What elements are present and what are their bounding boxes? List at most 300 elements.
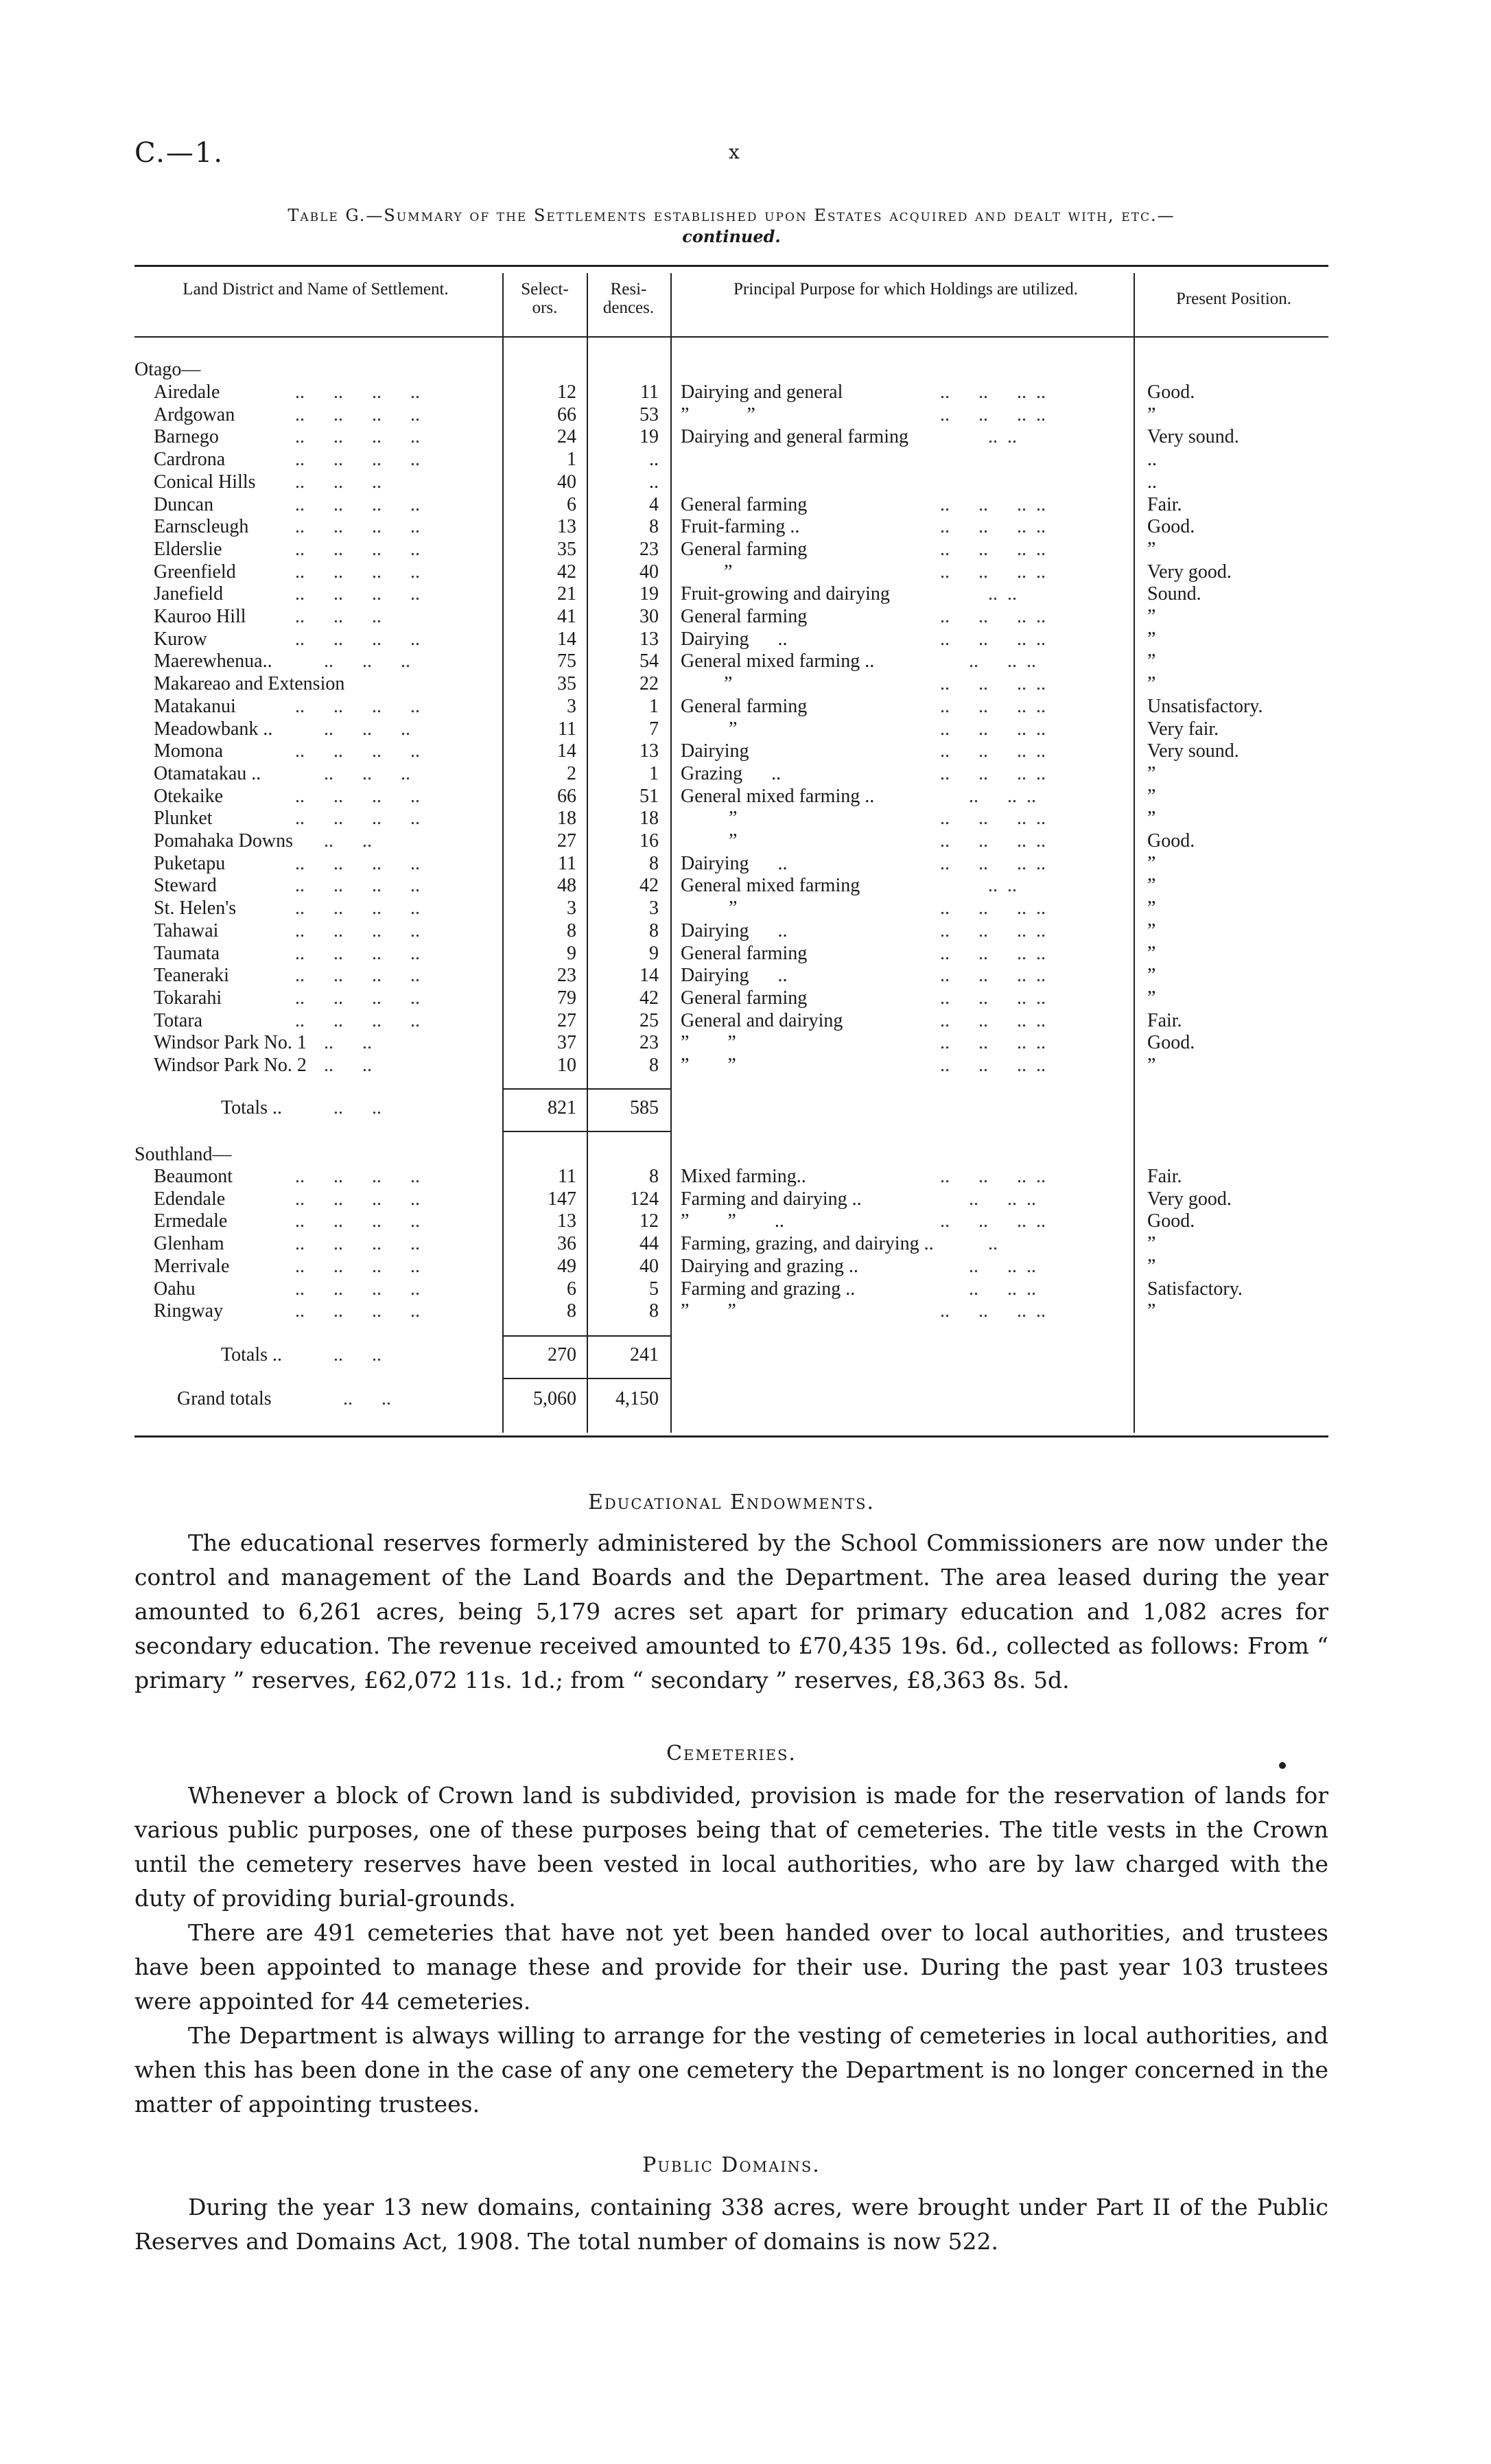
residences-value: 22 [639,673,659,695]
residences-value: 30 [639,606,659,627]
purpose-value: Farming and dairying .. [681,1188,862,1210]
leader-dots: .. .. .. .. [295,1255,420,1277]
settlement-name: Windsor Park No. 2 [154,1055,307,1076]
table-row [0,807,1491,830]
table-row [0,964,1491,987]
position-value: Very fair. [1147,718,1219,740]
purpose-value: Farming, grazing, and dairying .. [681,1233,934,1255]
settlement-name: Ardgowan [154,403,235,425]
table-row [0,1031,1491,1054]
position-value: ” [1147,1233,1156,1255]
position-value: Very good. [1147,561,1232,583]
position-value: ” [1147,875,1156,897]
table-top-rule [134,265,1328,267]
leader-dots: .. .. .. [295,471,381,493]
leader-dots: .. .. .. [295,606,381,627]
residences-value: 44 [639,1233,659,1255]
selectors-value: 13 [557,516,576,538]
purpose-value: Fruit-growing and dairying [681,583,890,605]
position-value: Good. [1147,382,1195,403]
purpose-value: General farming [681,606,808,627]
position-value: ” [1147,403,1156,425]
leader-dots: .. .. .. .. [295,808,420,830]
leader-dots: .. .. .. .. [940,1166,1046,1187]
position-value: ” [1147,1055,1156,1076]
leader-dots: .. .. [295,1055,372,1076]
table-row [0,672,1491,695]
settlement-name: Edendale [154,1188,226,1210]
leader-dots: .. .. .. .. [295,897,420,919]
table-row [0,561,1491,583]
residences-value: 1 [649,762,659,784]
settlement-name: Beaumont [154,1166,233,1187]
leader-dots: .. .. .. .. [940,740,1046,762]
selectors-value: 40 [557,471,576,493]
leader-dots: .. .. .. .. [940,830,1046,852]
settlement-name: Barnego [154,426,219,448]
leader-dots: .. .. [295,1032,372,1054]
selectors-value: 11 [558,718,576,740]
selectors-value: 35 [557,673,576,695]
table-row [0,718,1491,740]
selectors-total: 821 [548,1097,576,1118]
leader-dots: .. .. .. .. [295,1278,420,1300]
position-value: ” [1147,628,1156,650]
table-row [0,1054,1491,1077]
table-bottom-rule [134,1435,1328,1438]
settlement-name: Makareao and Extension [154,673,345,695]
table-row [0,874,1491,897]
residences-value: 40 [639,561,659,583]
residences-value: 3 [649,897,659,919]
leader-dots: .. .. .. [295,762,410,784]
leader-dots: .. .. .. .. [940,493,1046,515]
residences-value: 8 [649,1055,659,1076]
purpose-value: ” ” [681,1300,736,1322]
table-row [0,628,1491,650]
purpose-value: ” ” [681,1032,736,1054]
settlement-name: Plunket [154,808,213,830]
table-row [0,515,1491,538]
selectors-value: 2 [567,762,576,784]
residences-value: 40 [639,1255,659,1277]
leader-dots: .. .. .. .. [295,1188,420,1210]
leader-dots: .. .. .. .. [940,942,1046,964]
residences-value: 19 [639,583,659,605]
column-header-position: Present Position. [1175,290,1292,308]
table-row [0,919,1491,942]
settlement-name: Airedale [154,382,220,403]
table-row [0,605,1491,628]
position-value: Fair. [1147,493,1182,515]
residences-total: 585 [630,1097,659,1118]
residences-value: 18 [639,808,659,830]
leader-dots: .. .. .. .. [295,561,420,583]
residences-value: 42 [639,987,659,1009]
leader-dots: .. .. [295,830,372,852]
position-value: ” [1147,650,1156,672]
residences-value: 11 [640,382,659,403]
selectors-value: 48 [557,875,576,897]
leader-dots: .. .. .. .. [295,875,420,897]
residences-value: 14 [639,965,659,987]
position-value: .. [1147,471,1157,493]
selectors-value: 14 [557,628,576,650]
purpose-value: ” [681,673,733,695]
position-value: Fair. [1147,1009,1182,1031]
residences-value: .. [649,471,659,493]
selectors-value: 49 [557,1255,576,1277]
selectors-value: 6 [567,1278,576,1300]
residences-value: 54 [639,650,659,672]
position-value: Good. [1147,516,1195,538]
purpose-value: General mixed farming [681,875,860,897]
totals-label: Totals .. [221,1097,283,1118]
selectors-value: 18 [557,808,576,830]
section-title-domains: Public Domains. [642,2153,821,2177]
leader-dots: .. .. .. .. [940,538,1046,560]
selectors-value: 66 [557,403,576,425]
settlement-name: Meadowbank .. [154,718,273,740]
settlement-name: Steward [154,875,217,897]
selectors-value: 11 [558,852,576,874]
table-row [0,830,1491,852]
purpose-value: General farming [681,695,808,717]
table-row [0,425,1491,448]
leader-dots: .. .. .. .. [295,965,420,987]
grand-totals-row [0,1387,1491,1410]
settlement-name: Teaneraki [154,965,229,987]
leader-dots: .. .. [295,1388,391,1409]
leader-dots: .. .. .. .. [940,808,1046,830]
residences-value: 8 [649,1300,659,1322]
position-value: ” [1147,673,1156,695]
leader-dots: .. .. .. .. [940,718,1046,740]
residences-value: 13 [639,740,659,762]
selectors-value: 37 [557,1032,576,1054]
purpose-value: Dairying .. [681,852,788,874]
selectors-value: 13 [557,1210,576,1232]
leader-dots: .. .. .. .. [295,942,420,964]
column-header-name: Land District and Name of Settlement. [183,280,449,298]
residences-value: .. [649,449,659,471]
table-row [0,381,1491,403]
settlement-name: Elderslie [154,538,222,560]
position-value: ” [1147,942,1156,964]
settlement-name: Pomahaka Downs [154,830,293,852]
leader-dots: .. .. [940,583,1017,605]
purpose-value: ” ” [681,403,755,425]
selectors-value: 3 [567,695,576,717]
settlement-name: Otekaike [154,785,224,807]
purpose-value: Dairying and general [681,382,843,403]
leader-dots: .. .. .. .. [940,1009,1046,1031]
residences-value: 16 [639,830,659,852]
leader-dots: .. .. [940,875,1017,897]
leader-dots: .. .. .. .. [295,852,420,874]
purpose-value: Farming and grazing .. [681,1278,856,1300]
table-row [0,1255,1491,1278]
selectors-value: 10 [557,1055,576,1076]
cemeteries-paragraph-3: The Department is always willing to arrange for the vesting of cemeteries in local authorities, and when this has been done in the case of any one cemetery the Department is no longer concerned in the matter of appointing trustees. [134,2022,1328,2117]
position-value: Sound. [1147,583,1201,605]
table-row [0,493,1491,516]
grand-totals-label: Grand totals [177,1388,272,1409]
settlement-name: Tokarahi [154,987,222,1009]
section-title-educational: Educational Endowments. [587,1490,876,1514]
table-row [0,583,1491,605]
position-value: ” [1147,897,1156,919]
selectors-grand-total: 5,060 [533,1388,576,1409]
table-row [0,1232,1491,1255]
residences-value: 7 [649,718,659,740]
selectors-value: 12 [557,382,576,403]
selectors-value: 66 [557,785,576,807]
purpose-value: ” [681,897,738,919]
purpose-value: ” [681,830,738,852]
table-row [0,403,1491,426]
table-row [0,650,1491,672]
settlement-name: Conical Hills [154,471,256,493]
position-value: ” [1147,1255,1156,1277]
residences-value: 8 [649,919,659,941]
leader-dots: .. .. .. [940,650,1036,672]
leader-dots: .. .. .. .. [295,1210,420,1232]
table-row [0,695,1491,718]
leader-dots: .. .. .. .. [295,987,420,1009]
leader-dots: .. .. .. .. [940,852,1046,874]
position-value: Good. [1147,1210,1195,1232]
leader-dots: .. .. .. .. [940,382,1046,403]
selectors-value: 9 [567,942,576,964]
page-number: x [729,141,740,163]
residences-value: 124 [630,1188,659,1210]
position-value: Good. [1147,830,1195,852]
position-value: Very sound. [1147,426,1239,448]
column-header-purpose: Principal Purpose for which Holdings are utilized. [733,280,1078,298]
table-row [0,1009,1491,1032]
purpose-value: Dairying and general farming [681,426,908,448]
leader-dots: .. .. .. .. [940,762,1046,784]
leader-dots: .. .. .. .. [295,1166,420,1187]
leader-dots: .. .. .. [295,650,410,672]
selectors-value: 36 [557,1233,576,1255]
purpose-value: Dairying and grazing .. [681,1255,858,1277]
purpose-value: General and dairying [681,1009,843,1031]
settlement-name: Kurow [154,628,207,650]
purpose-value: General farming [681,493,808,515]
residences-value: 23 [639,1032,659,1054]
position-value: ” [1147,538,1156,560]
selectors-value: 79 [557,987,576,1009]
selectors-value: 1 [567,449,576,471]
leader-dots: .. .. .. .. [940,1055,1046,1076]
position-value: .. [1147,449,1157,471]
purpose-value: General farming [681,538,808,560]
totals-row-southland [0,1344,1491,1366]
position-value: Unsatisfactory. [1147,695,1263,717]
leader-dots: .. .. .. [940,1278,1036,1300]
selectors-value: 41 [557,606,576,627]
selectors-value: 21 [557,583,576,605]
purpose-value: General farming [681,987,808,1009]
column-header-selectors: Select- ors. [521,280,569,317]
table-header-rule [134,336,1328,338]
leader-dots: .. .. .. .. [940,987,1046,1009]
position-value: Good. [1147,1032,1195,1054]
district-row-otago [0,358,1491,381]
leader-dots: .. .. .. .. [940,606,1046,627]
selectors-value: 147 [548,1188,576,1210]
table-row [0,1165,1491,1188]
residences-value: 8 [649,1166,659,1187]
leader-dots: .. .. .. .. [295,426,420,448]
table-row [0,1300,1491,1322]
settlement-name: Ermedale [154,1210,228,1232]
leader-dots: .. .. .. .. [295,919,420,941]
residences-value: 8 [649,516,659,538]
selectors-value: 24 [557,426,576,448]
purpose-value: ” [681,718,738,740]
purpose-value: General mixed farming .. [681,650,875,672]
selectors-value: 75 [557,650,576,672]
southland-totals-rule-bottom [502,1378,670,1379]
purpose-value: ” ” .. [681,1210,784,1232]
position-value: Very good. [1147,1188,1232,1210]
table-row [0,987,1491,1009]
position-value: ” [1147,762,1156,784]
purpose-value: Dairying [681,740,749,762]
leader-dots: .. .. .. .. [295,538,420,560]
leader-dots: .. .. .. .. [940,403,1046,425]
residences-value: 42 [639,875,659,897]
purpose-value: Mixed farming.. [681,1166,806,1187]
purpose-value: Dairying .. [681,965,788,987]
leader-dots: .. .. .. [940,1255,1036,1277]
residences-value: 8 [649,852,659,874]
residences-total: 241 [630,1344,659,1365]
leader-dots: .. .. .. [295,718,410,740]
selectors-value: 14 [557,740,576,762]
table-row [0,448,1491,471]
southland-totals-rule-top [502,1335,670,1337]
residences-value: 5 [649,1278,659,1300]
district-label: Otago— [134,359,201,380]
selectors-value: 11 [558,1166,576,1187]
column-header-residences: Resi- dences. [602,280,655,317]
leader-dots: .. .. .. .. [940,1300,1046,1322]
leader-dots: .. .. .. .. [295,583,420,605]
otago-totals-rule-top [502,1088,670,1090]
leader-dots: .. .. .. .. [940,695,1046,717]
position-value: ” [1147,987,1156,1009]
leader-dots: .. .. .. [940,1188,1036,1210]
purpose-value: ” [681,561,733,583]
position-value: ” [1147,965,1156,987]
purpose-value: Fruit-farming .. [681,516,800,538]
position-value: ” [1147,606,1156,627]
table-row [0,471,1491,493]
settlement-name: Tahawai [154,919,219,941]
district-row-southland [0,1143,1491,1166]
settlement-name: Greenfield [154,561,236,583]
purpose-value: Dairying .. [681,919,788,941]
leader-dots: .. .. .. .. [295,1233,420,1255]
settlement-name: Merrivale [154,1255,230,1277]
leader-dots: .. .. .. .. [295,785,420,807]
leader-dots: .. .. .. .. [295,516,420,538]
margin-dot [1279,1762,1286,1769]
settlement-name: Taumata [154,942,220,964]
table-row [0,538,1491,561]
leader-dots: .. .. .. .. [295,740,420,762]
residences-value: 25 [639,1009,659,1031]
purpose-value: ” [681,808,738,830]
cemeteries-paragraph-1: Whenever a block of Crown land is subdivided, provision is made for the reservation of lands for various public purposes, one of these purposes being that of cemeteries. The title vests in the Crown until the cemetery reserves have been vested in local authorities, who are by law charged with the duty of providing burial-grounds. [134,1782,1328,1912]
settlement-name: Momona [154,740,224,762]
settlement-name: Oahu [154,1278,196,1300]
cemeteries-paragraph-2: There are 491 cemeteries that have not yet been handed over to local authorities, and trustees have been appointed to manage these and provide for their use. During the past year 103 trustees were appointed for 44 cemeteries. [134,1919,1328,2015]
leader-dots: .. .. .. .. [940,516,1046,538]
residences-value: 23 [639,538,659,560]
table-row [0,762,1491,785]
table-row [0,852,1491,875]
position-value: ” [1147,1300,1156,1322]
residences-value: 1 [649,695,659,717]
leader-dots: .. .. .. .. [940,965,1046,987]
selectors-value: 35 [557,538,576,560]
selectors-value: 23 [557,965,576,987]
selectors-value: 6 [567,493,576,515]
leader-dots: .. .. .. .. [940,561,1046,583]
residences-value: 9 [649,942,659,964]
residences-value: 19 [639,426,659,448]
leader-dots: .. .. .. .. [295,382,420,403]
table-row [0,942,1491,965]
settlement-name: Kauroo Hill [154,606,246,627]
table-title: Table G.—Summary of the Settlements established upon Estates acquired and dealt with, etc.— [287,206,1175,225]
position-value: Fair. [1147,1166,1182,1187]
settlement-name: Maerewhenua.. [154,650,272,672]
leader-dots: .. .. .. .. [295,695,420,717]
totals-row-otago [0,1096,1491,1119]
settlement-name: St. Helen's [154,897,237,919]
table-row [0,1210,1491,1232]
purpose-value: General farming [681,942,808,964]
leader-dots: .. .. .. .. [940,673,1046,695]
leader-dots: .. .. .. [940,785,1036,807]
table-row [0,785,1491,808]
position-value: ” [1147,852,1156,874]
purpose-value: General mixed farming .. [681,785,875,807]
residences-value: 51 [639,785,659,807]
purpose-value: Grazing .. [681,762,782,784]
leader-dots: .. .. .. .. [940,1032,1046,1054]
selectors-total: 270 [548,1344,576,1365]
position-value: ” [1147,785,1156,807]
settlement-name: Glenham [154,1233,224,1255]
selectors-value: 8 [567,1300,576,1322]
settlement-name: Windsor Park No. 1 [154,1032,307,1054]
otago-totals-rule-bottom [502,1131,670,1132]
leader-dots: .. .. .. .. [940,628,1046,650]
settlement-name: Duncan [154,493,214,515]
leader-dots: .. .. .. .. [940,1210,1046,1232]
section-title-cemeteries: Cemeteries. [666,1741,797,1765]
leader-dots: .. .. .. .. [295,1009,420,1031]
leader-dots: .. .. .. .. [295,403,420,425]
leader-dots: .. .. .. .. [295,628,420,650]
